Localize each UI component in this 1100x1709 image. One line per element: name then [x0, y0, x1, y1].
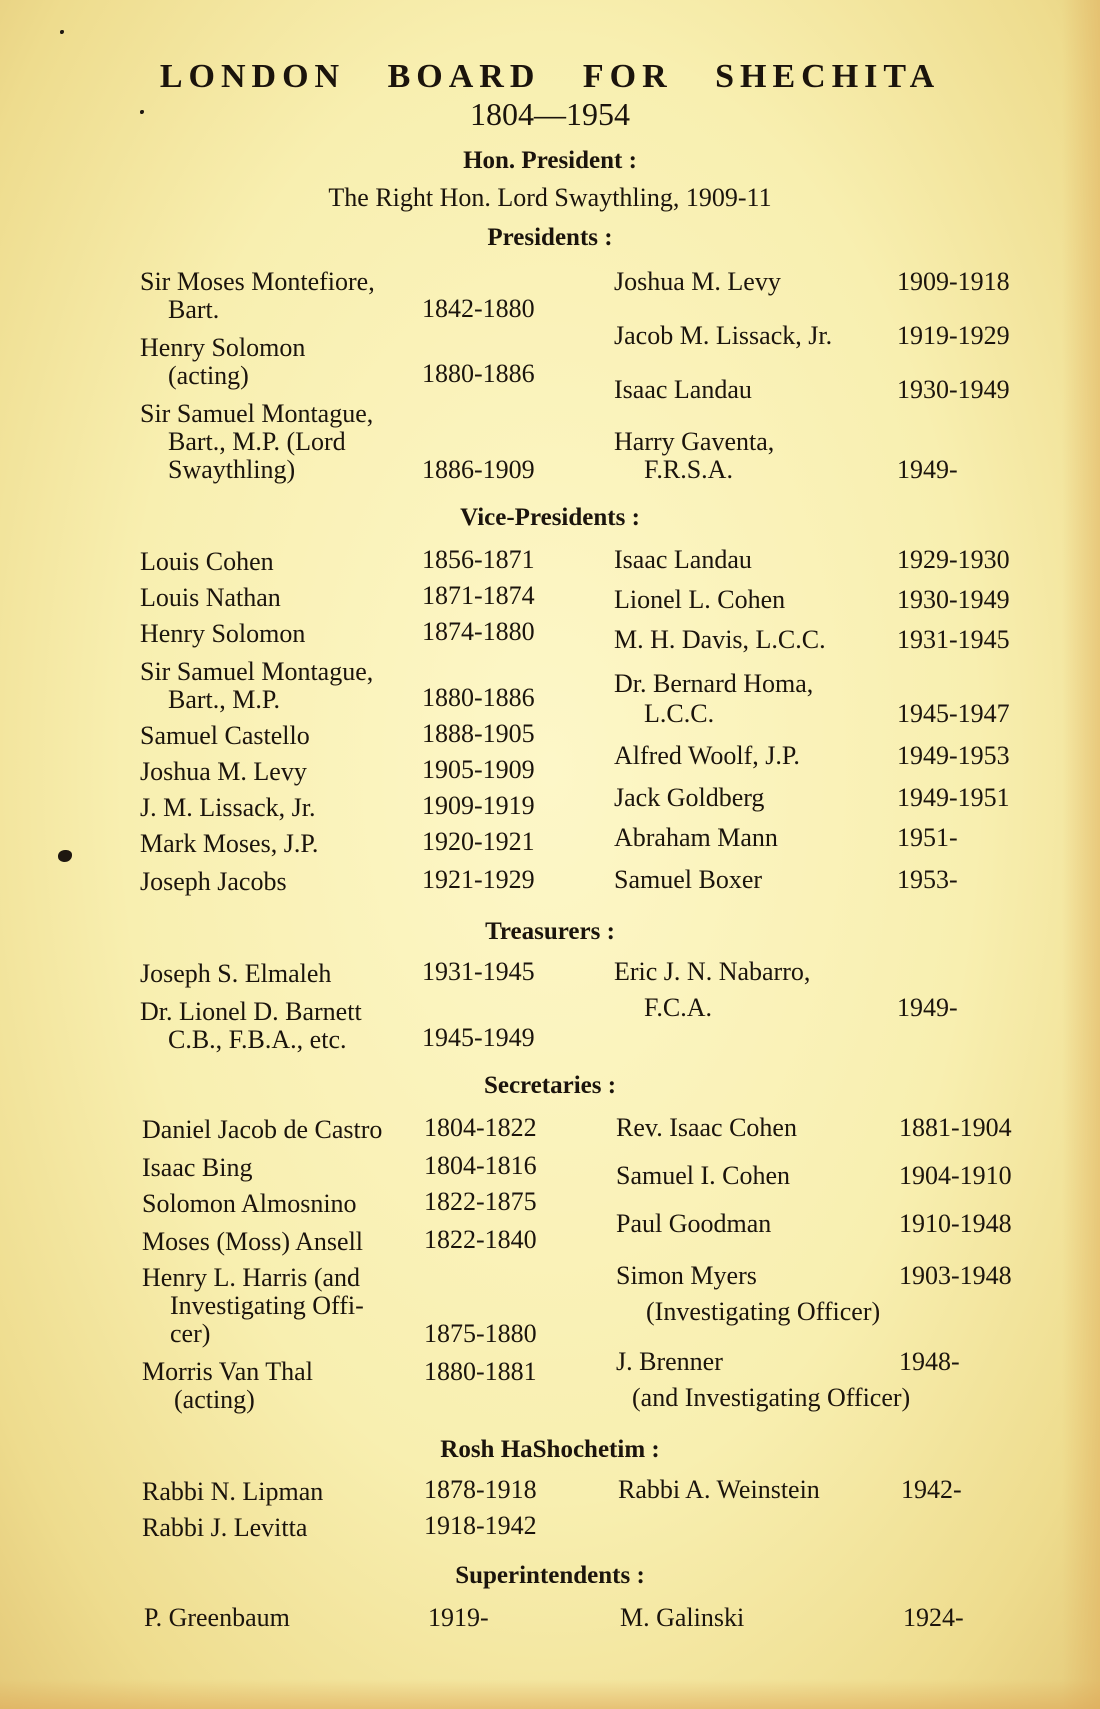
- entry-name: Swaythling): [168, 455, 296, 484]
- entry-name: Joshua M. Levy: [614, 267, 781, 296]
- entry-name: F.C.A.: [644, 993, 712, 1022]
- entry-name: Samuel I. Cohen: [616, 1161, 791, 1190]
- entry-years: 1878-1918: [424, 1475, 537, 1504]
- section-heading-hon-president: Hon. President :: [463, 147, 637, 174]
- entry-name: Jacob M. Lissack, Jr.: [614, 321, 833, 350]
- entry-years: 1886-1909: [422, 455, 535, 484]
- entry-years: 1930-1949: [897, 585, 1010, 614]
- entry-name: Bart., M.P.: [168, 685, 280, 714]
- entry-name: Bart.: [168, 295, 220, 324]
- section-heading-superintendents: Superintendents :: [455, 1562, 645, 1589]
- entry-years: 1804-1822: [424, 1113, 537, 1142]
- entry-name: C.B., F.B.A., etc.: [168, 1025, 347, 1054]
- entry-years: 1918-1942: [424, 1511, 537, 1540]
- entry-years: 1910-1948: [899, 1209, 1012, 1238]
- entry-years: 1953-: [897, 865, 958, 894]
- entry-name: Joseph S. Elmaleh: [140, 959, 332, 988]
- entry-years: 1949-1951: [897, 783, 1010, 812]
- entry-name: (acting): [174, 1385, 255, 1414]
- entry-years: 1822-1875: [424, 1187, 537, 1216]
- entry-years: 1948-: [899, 1347, 960, 1376]
- entry-years: 1945-1947: [897, 699, 1010, 728]
- entry-name: Lionel L. Cohen: [614, 585, 786, 614]
- entry-years: 1921-1929: [422, 865, 535, 894]
- entry-years: 1919-1929: [897, 321, 1010, 350]
- entry-years: 1804-1816: [424, 1151, 537, 1180]
- entry-name: Joshua M. Levy: [140, 757, 307, 786]
- entry-name: F.R.S.A.: [644, 455, 733, 484]
- entry-name: Henry Solomon: [140, 619, 306, 648]
- entry-name: Abraham Mann: [614, 823, 778, 852]
- entry-name: Samuel Boxer: [614, 865, 763, 894]
- entry-name: Isaac Bing: [142, 1153, 253, 1182]
- entry-years: 1924-: [903, 1603, 964, 1632]
- entry-years: 1919-: [428, 1603, 489, 1632]
- entry-name: Sir Samuel Montague,: [140, 657, 374, 686]
- entry-years: 1903-1948: [899, 1261, 1012, 1290]
- entry-name: Henry L. Harris (and: [142, 1263, 361, 1292]
- entry-name: cer): [170, 1319, 211, 1348]
- entry-years: 1909-1918: [897, 267, 1010, 296]
- ink-spot: [58, 850, 72, 862]
- entry-name: Rabbi A. Weinstein: [618, 1475, 820, 1504]
- hon-president-text: The Right Hon. Lord Swaythling, 1909-11: [328, 183, 772, 212]
- entry-name: Joseph Jacobs: [140, 867, 287, 896]
- entry-years: 1905-1909: [422, 755, 535, 784]
- entry-name: Paul Goodman: [616, 1209, 772, 1238]
- entry-years: 1874-1880: [422, 617, 535, 646]
- entry-years: 1931-1945: [422, 957, 535, 986]
- entry-name: Isaac Landau: [614, 375, 752, 404]
- entry-name: Rabbi J. Levitta: [142, 1513, 308, 1542]
- entry-years: 1880-1886: [422, 683, 535, 712]
- entry-name: Solomon Almosnino: [142, 1189, 357, 1218]
- entry-name: Daniel Jacob de Castro: [142, 1115, 383, 1144]
- section-heading-treasurers: Treasurers :: [485, 918, 615, 945]
- entry-name: (acting): [168, 361, 249, 390]
- entry-name: (and Investigating Officer): [632, 1383, 911, 1412]
- section-heading-presidents: Presidents :: [487, 224, 613, 251]
- entry-name: Isaac Landau: [614, 545, 752, 574]
- entry-name: Moses (Moss) Ansell: [142, 1227, 364, 1256]
- entry-name: Rabbi N. Lipman: [142, 1477, 324, 1506]
- entry-name: J. Brenner: [616, 1347, 723, 1376]
- entry-name: Louis Cohen: [140, 547, 274, 576]
- entry-name: Dr. Bernard Homa,: [614, 669, 814, 698]
- entry-name: M. Galinski: [620, 1603, 745, 1632]
- entry-years: 1856-1871: [422, 545, 535, 574]
- entry-name: Eric J. N. Nabarro,: [614, 957, 811, 986]
- entry-name: Sir Moses Montefiore,: [140, 267, 375, 296]
- entry-name: Mark Moses, J.P.: [140, 829, 319, 858]
- entry-years: 1931-1945: [897, 625, 1010, 654]
- entry-years: 1949-1953: [897, 741, 1010, 770]
- entry-name: L.C.C.: [644, 699, 715, 728]
- ink-spot: [60, 30, 64, 34]
- entry-name: M. H. Davis, L.C.C.: [614, 625, 826, 654]
- entry-years: 1880-1886: [422, 359, 535, 388]
- entry-years: 1951-: [897, 823, 958, 852]
- entry-years: 1822-1840: [424, 1225, 537, 1254]
- entry-name: Investigating Offi-: [170, 1291, 364, 1320]
- entry-years: 1909-1919: [422, 791, 535, 820]
- entry-name: Bart., M.P. (Lord: [168, 427, 346, 456]
- entry-years: 1949-: [897, 455, 958, 484]
- entry-name: (Investigating Officer): [646, 1297, 881, 1326]
- entry-name: Sir Samuel Montague,: [140, 399, 374, 428]
- section-heading-secretaries: Secretaries :: [483, 1072, 617, 1099]
- entry-name: Samuel Castello: [140, 721, 310, 750]
- entry-years: 1942-: [901, 1475, 962, 1504]
- entry-years: 1930-1949: [897, 375, 1010, 404]
- section-heading-rosh-hashochetim: Rosh HaShochetim :: [440, 1436, 660, 1463]
- entry-years: 1949-: [897, 993, 958, 1022]
- entry-years: 1904-1910: [899, 1161, 1012, 1190]
- entry-years: 1881-1904: [899, 1113, 1012, 1142]
- entry-years: 1875-1880: [424, 1319, 537, 1348]
- paper-edge-shading: [0, 1679, 1100, 1709]
- entry-years: 1871-1874: [422, 581, 535, 610]
- entry-name: P. Greenbaum: [144, 1603, 290, 1632]
- entry-years: 1929-1930: [897, 545, 1010, 574]
- document-title: LONDON BOARD FOR SHECHITA: [159, 58, 941, 95]
- entry-name: Henry Solomon: [140, 333, 306, 362]
- document-years: 1804—1954: [470, 96, 630, 132]
- entry-years: 1888-1905: [422, 719, 535, 748]
- entry-years: 1945-1949: [422, 1023, 535, 1052]
- entry-name: Alfred Woolf, J.P.: [614, 741, 800, 770]
- entry-name: Jack Goldberg: [614, 783, 765, 812]
- entry-name: Rev. Isaac Cohen: [616, 1113, 797, 1142]
- entry-years: 1920-1921: [422, 827, 535, 856]
- entry-name: Dr. Lionel D. Barnett: [140, 997, 362, 1026]
- entry-years: 1880-1881: [424, 1357, 537, 1386]
- entry-name: J. M. Lissack, Jr.: [140, 793, 316, 822]
- entry-name: Harry Gaventa,: [614, 427, 775, 456]
- entry-name: Louis Nathan: [140, 583, 281, 612]
- entry-years: 1842-1880: [422, 294, 535, 323]
- entry-name: Simon Myers: [616, 1261, 757, 1290]
- section-heading-vice-presidents: Vice-Presidents :: [460, 504, 640, 531]
- entry-name: Morris Van Thal: [142, 1357, 313, 1386]
